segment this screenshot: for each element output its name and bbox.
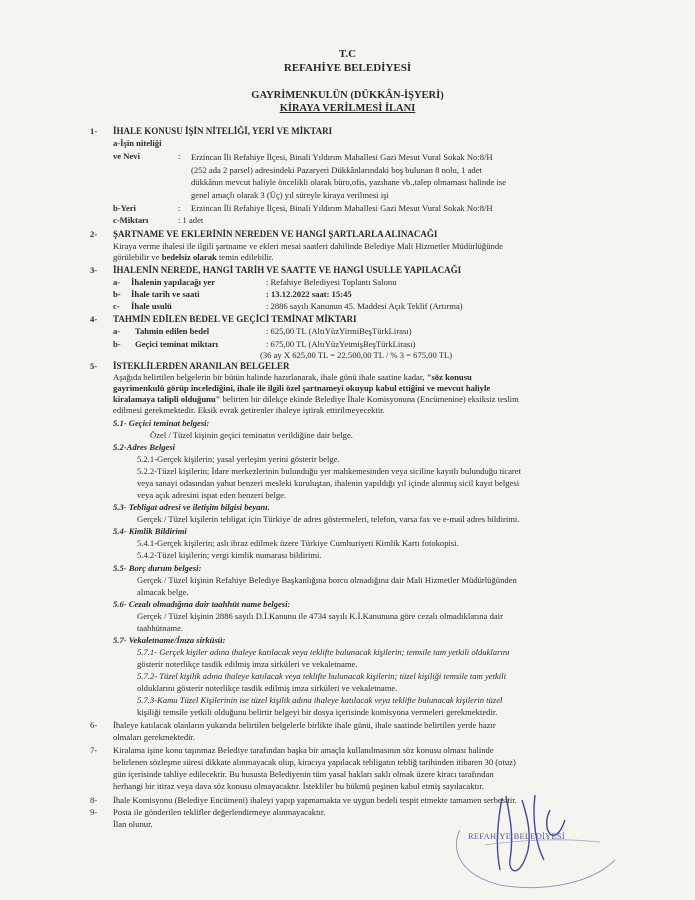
item-a-label-2: ve Nevi <box>113 151 140 161</box>
section-2-number: 2- <box>90 229 98 239</box>
s3-row-label: İhalenin yapılacağı yer <box>131 277 216 287</box>
s53-text: Gerçek / Tüzel kişilerin tebligat için Türkiye`de adres göstermeleri, telefon, varsa fax ve e-mail adres bildirimi. <box>137 514 520 524</box>
s3-row-letter: b- <box>113 289 121 299</box>
text: Aşağıda belirtilen belgelerin bir bütün halinde hazırlanarak, ihale günü ihale saatine kadar, <box>113 372 427 382</box>
s522-text: veya sanayi odasından yahut benzeri mesleki kuruluştan, ihalenin yapıldığı yıl içinde alınmış sicil kayıt belgesi <box>137 478 520 488</box>
s571-text: 5.7.1- Gerçek kişiler adına ihaleye katılacak veya teklifte bulunacak kişilerin; temsile tam yetkili olduklarını <box>137 647 510 657</box>
s572-text: olduklarını gösterir noterlikçe tasdik edilmiş imza sirküleri ve vekaletname. <box>137 683 398 693</box>
s4-row-letter: a- <box>113 326 121 336</box>
section-4-title: TAHMİN EDİLEN BEDEL VE GEÇİCİ TEMİNAT MİKTARI <box>113 314 357 324</box>
s4-calculation: (36 ay X 625,00 TL = 22.500,00 TL / % 3 = 675,00 TL) <box>260 350 453 360</box>
s4-row-letter: b- <box>113 339 121 349</box>
closing-text: İlan olunur. <box>113 819 153 829</box>
s55-heading: 5.5- Borç durum belgesi: <box>113 563 202 573</box>
item-a-line: dükkânın mevcut haliyle öncelikli olarak büro,ofis, yazıhane vb.,talep olmaması halinde ise <box>191 177 507 187</box>
s573-text: 5.7.3-Kamu Tüzel Kişilerinin ise tüzel kişilik adına ihaleye katılacak veya teklifte bulunacak kişilerin tüzel <box>137 695 503 705</box>
item-a-text <box>191 151 601 201</box>
section-7-line: herhangi bir itiraz veya dava söz konusu olmayacaktır. İstekliler bu hükmü peşinen kabul etmiş sayılacaktır. <box>113 781 484 791</box>
section-1-title: İHALE KONUSU İŞİN NİTELİĞİ, YERİ VE MİKTARI <box>113 126 333 136</box>
s542-text: 5.4.2-Tüzel kişilerin; vergi kimlik numarası bildirimi. <box>137 550 322 560</box>
item-a-line: Erzincan İli Refahiye İlçesi, Binali Yıldırım Mahallesi Gazi Mesut Vural Sokak No:8/H <box>191 152 493 162</box>
s5-intro-line <box>113 372 472 383</box>
s51-text: Özel / Tüzel kişinin geçici teminatın verildiğine dair belge. <box>150 430 353 440</box>
section-3-title: İHALENİN NEREDE, HANGİ TARİH VE SAATTE VE HANGİ USULLE YAPILACAĞI <box>113 265 462 275</box>
s573-text: kişiliği temsile yetkili olduğunu belirtir belgeyi bir dosya içerisinde komisyona vermeleri gerekmektedir. <box>137 707 498 717</box>
item-a-line: genel amaçlı olarak 3 (Üç) yıl süreyle kiraya verilmesi işi <box>191 189 389 200</box>
bold-text: bedelsiz olarak <box>161 252 217 262</box>
s51-heading: 5.1- Geçici teminat belgesi: <box>113 418 210 428</box>
section-8-number: 8- <box>90 795 98 805</box>
item-a-line: (252 ada 2 parsel) adresindeki Pazaryeri Dükkânlarındaki boş bulunan 8 nolu, 1 adet <box>191 164 482 175</box>
s3-row-value: : 2886 sayılı Kanunun 45. Maddesi Açık Teklif (Artırma) <box>266 301 463 311</box>
section-7-line: Kiralama işine konu taşınmaz Belediye tarafından başka bir amaçla kullanılmasının söz konusu olması halinde <box>113 745 494 755</box>
text: belirten bir dilekçe ekinde Belediye İhale Komisyonuna (Encümenine) eksiksiz teslim <box>220 394 519 404</box>
item-c-value: : 1 adet <box>178 215 204 225</box>
s56-text: Gerçek / Tüzel kişinin 2886 sayılı D.İ.Kanunu ile 4734 sayılı K.İ.Kanununa göre cezalı olmadıklarına dair <box>137 611 503 621</box>
item-a-colon: : <box>178 151 181 161</box>
s572-text: 5.7.2- Tüzel kişilik adına ihaleye katılacak veya teklifte bulunacak kişilerin; tüzel kişiliği temsile tam yetkili <box>137 671 506 681</box>
bold-text: "söz konusu <box>426 372 472 382</box>
s522-text: 5.2.2-Tüzel kişilerin; İdare merkezlerinin bulunduğu yer mahkemesinden veya siciline kayıtlı bulunduğu ticaret <box>137 466 521 476</box>
s3-row-letter: a- <box>113 277 121 287</box>
stamp-text: REFAHİYE BELEDİYESİ <box>468 832 565 841</box>
section-4-number: 4- <box>90 314 98 324</box>
section-2-line-1: Kiraya verme ihalesi ile ilgili şartname ve ekleri mesai saatleri dahilinde Belediye Mali Hizmetler Müdürlüğünde <box>113 241 503 251</box>
s3-row-letter: c- <box>113 301 120 311</box>
item-b-colon: : <box>178 203 181 213</box>
signature-stamp <box>440 790 630 895</box>
s571-text: gösterir noterlikçe tasdik edilmiş imza sirküleri ve vekaletname. <box>137 659 358 669</box>
item-b-label: b-Yeri <box>113 203 136 213</box>
s5-intro-line <box>113 394 519 405</box>
s3-row-value: : Refahiye Belediyesi Toplantı Salonu <box>266 277 397 287</box>
section-6-number: 6- <box>90 720 98 730</box>
section-2-title: ŞARTNAME VE EKLERİNİN NEREDEN VE HANGİ ŞARTLARLA ALINACAĞI <box>113 229 438 239</box>
s53-heading: 5.3- Tebligat adresi ve iletişim bilgisi beyanı. <box>113 502 270 512</box>
s54-heading: 5.4- Kimlik Bildirimi <box>113 526 187 536</box>
s56-heading: 5.6- Cezalı olmadığına dair taahhüt name belgesi: <box>113 599 291 609</box>
text: görülebilir ve <box>113 252 162 262</box>
section-7-line: belirlenen sözleşme süresi dikkate alınmayacak olup, kiracıya yapılacak tebligatın tebliğ tarihinden itibaren 30 (otuz) <box>113 757 516 767</box>
section-9-number: 9- <box>90 807 98 817</box>
section-6-line: İhaleye katılacak olanların yukarıda belirtilen belgelerle birlikte ihale günü, ihale saatinde belirtilen yerde hazır <box>113 720 496 730</box>
section-9-line: Posta ile gönderilen teklifler değerlendirmeye alınmayacaktır. <box>113 807 326 817</box>
section-1-number: 1- <box>90 126 98 136</box>
s52-heading: 5.2-Adres Belgesi <box>113 442 176 452</box>
text: temin edilebilir. <box>216 252 274 262</box>
section-2-line-2 <box>113 252 273 263</box>
s521-text: 5.2.1-Gerçek kişilerin; yasal yerleşim yerini gösterir belge. <box>137 454 340 464</box>
item-a-label: a-İşin niteliği <box>113 138 162 148</box>
municipality-name: REFAHİYE BELEDİYESİ <box>283 62 412 74</box>
section-8-line: İhale Komisyonu (Belediye Encümeni) ihaleyi yapıp yapmamakta ve uygun bedeli tespit etmekte tamamen serbesttir. <box>113 795 517 805</box>
section-7-line: gün içerisinde tahliye edilecektir. Bu hususta Belediyenin tüm yasal hakları saklı olmak üzere kiracı tarafından <box>113 769 494 779</box>
item-b-value: Erzincan İli Refahiye İlçesi, Binali Yıldırım Mahallesi Gazi Mesut Vural Sokak No:8/H <box>191 203 493 213</box>
s4-row-value: : 625,00 TL (AltıYüzYirmiBeşTürkLirası) <box>266 326 412 336</box>
section-5-title: İSTEKLİLERDEN ARANILAN BELGELER <box>113 361 290 371</box>
section-3-number: 3- <box>90 265 98 275</box>
s4-row-value: : 675,00 TL (AltıYüzYetmişBeşTürkLirası) <box>266 339 416 349</box>
s55-text: alınacak belge. <box>137 587 189 597</box>
s4-row-label: Tahmin edilen bedel <box>135 326 210 336</box>
s3-row-label: İhale tarih ve saati <box>131 289 200 299</box>
s541-text: 5.4.1-Gerçek kişilerin; aslı ibraz edilmek üzere Türkiye Cumhuriyeti Kimlik Kartı fotokopisi. <box>137 538 459 548</box>
section-5-number: 5- <box>90 361 98 371</box>
section-7-number: 7- <box>90 745 98 755</box>
s5-intro-line: gayrimenkulü görüp incelediğini, ihale ile ilgili özel şartnameyi okuyup kabul ettiğini ve mevcut haliyle <box>113 383 491 393</box>
s4-row-label: Geçici teminat miktarı <box>135 339 219 349</box>
s3-row-label: İhale usulü <box>131 301 172 311</box>
bold-text: kiralamaya talipli olduğunu" <box>113 394 221 404</box>
title-line-2: KİRAYA VERİLMESİ İLANI <box>279 103 416 114</box>
s522-text: veya açık adresini ispat eden benzeri belge. <box>137 490 287 500</box>
s55-text: Gerçek / Tüzel kişinin Refahiye Belediye Başkanlığına borcu olmadığına dair Mali Hizmetler Müdürlüğünden <box>137 575 517 585</box>
item-c-label: c-Miktarı <box>113 215 149 225</box>
header-tc: T.C <box>338 48 357 60</box>
s3-row-value: : 13.12.2022 saat: 15:45 <box>266 289 352 299</box>
s57-heading: 5.7- Vekaletname/İmza sirküsü: <box>113 635 226 645</box>
title-line-1: GAYRİMENKULÜN (DÜKKÂN-İŞYERİ) <box>251 90 444 101</box>
s56-text: taahhütname. <box>137 623 184 633</box>
section-6-line: olmaları gerekmektedir. <box>113 732 196 742</box>
s5-intro-line: edilmesi gerekmektedir. Eksik evrak getirenler ihaleye iştirak ettirilmeyecektir. <box>113 405 385 415</box>
